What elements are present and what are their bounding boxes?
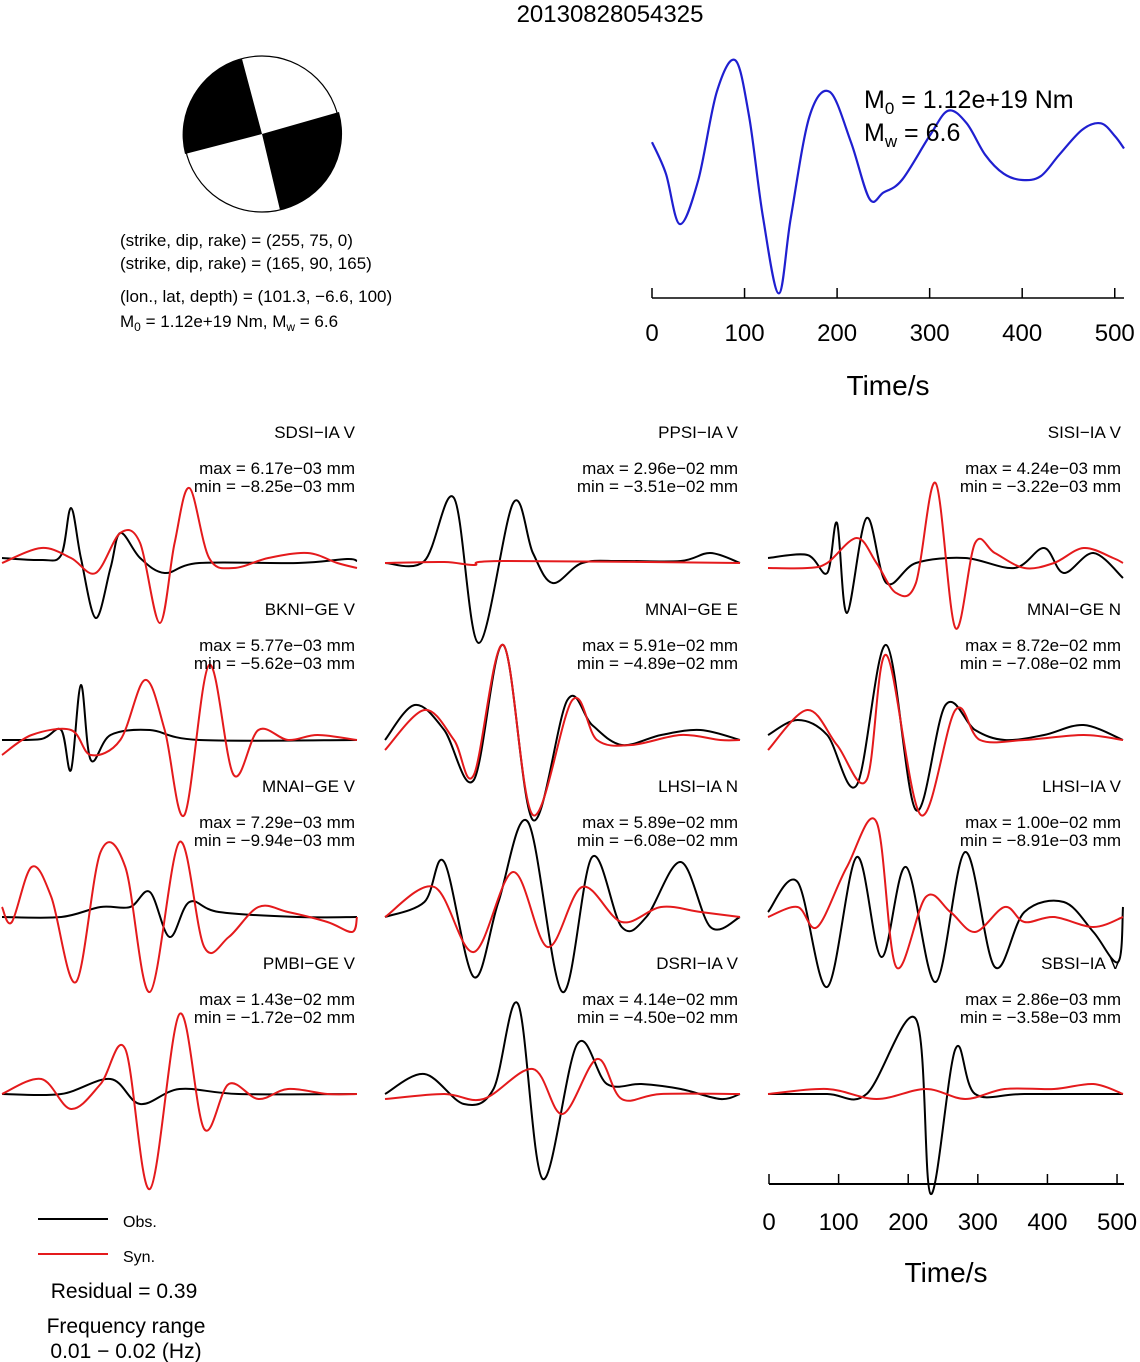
legend-obs-label: Obs. xyxy=(123,1214,157,1231)
station-min-amplitude: min = −4.50e−02 mm xyxy=(576,1008,738,1027)
station-panel-11 xyxy=(768,954,1123,1194)
station-min-amplitude: min = −5.62e−03 mm xyxy=(193,654,355,673)
stf-x-tick-label-1: 100 xyxy=(724,320,765,347)
station-max-amplitude: max = 1.00e−02 mm xyxy=(965,813,1121,832)
station-max-amplitude: max = 6.17e−03 mm xyxy=(199,459,355,478)
stf-x-tick-label-2: 200 xyxy=(817,320,858,347)
station-name: SISI−IA V xyxy=(1047,423,1121,442)
station-name: BKNI−GE V xyxy=(264,600,355,619)
beachball-black-quadrant-upper-left xyxy=(183,59,262,154)
station-panel-0 xyxy=(2,423,357,623)
station-min-amplitude: min = −4.89e−02 mm xyxy=(576,654,738,673)
station-max-amplitude: max = 2.86e−03 mm xyxy=(965,990,1121,1009)
station-min-amplitude: min = −8.91e−03 mm xyxy=(959,831,1121,850)
station-name: PMBI−GE V xyxy=(262,954,355,973)
stf-mw-label: $M_w = 6.6$ xyxy=(864,119,961,151)
legend-syn-label: Syn. xyxy=(123,1249,156,1266)
nodal-plane-1-text: (strike, dip, rake) = (255, 75, 0) xyxy=(120,231,353,250)
waveform-x-tick-label-0: 0 xyxy=(762,1209,776,1236)
waveform-x-tick-label-5: 500 xyxy=(1097,1209,1138,1236)
station-max-amplitude: max = 1.43e−02 mm xyxy=(199,990,355,1009)
station-min-amplitude: min = −6.08e−02 mm xyxy=(576,831,738,850)
legend xyxy=(38,1214,205,1362)
station-max-amplitude: max = 5.91e−02 mm xyxy=(582,636,738,655)
station-min-amplitude: min = −3.51e−02 mm xyxy=(576,477,738,496)
station-name: PPSI−IA V xyxy=(658,423,738,442)
waveform-x-tick-label-2: 200 xyxy=(888,1209,929,1236)
frequency-range-value: 0.01 − 0.02 (Hz) xyxy=(50,1340,202,1362)
station-max-amplitude: max = 8.72e−02 mm xyxy=(965,636,1121,655)
stf-m0-label: $M_0 = 1.12e+19$ Nm xyxy=(864,86,1074,118)
waveform-time-axis xyxy=(762,1174,1137,1288)
station-name: LHSI−IA V xyxy=(1042,777,1121,796)
synthetic-waveform xyxy=(2,1013,357,1189)
focal-mechanism-beachball xyxy=(183,56,342,212)
station-name: LHSI−IA N xyxy=(658,777,738,796)
waveform-x-axis-label: Time/s xyxy=(904,1257,988,1288)
synthetic-waveform xyxy=(385,872,740,952)
station-name: SDSI−IA V xyxy=(274,423,355,442)
synthetic-waveform xyxy=(385,561,740,565)
stf-x-tick-label-4: 400 xyxy=(1002,320,1043,347)
focal-parameters xyxy=(120,231,392,334)
station-min-amplitude: min = −3.58e−03 mm xyxy=(959,1008,1121,1027)
synthetic-waveform xyxy=(768,1084,1123,1099)
station-panel-2 xyxy=(768,423,1123,629)
frequency-range-title: Frequency range xyxy=(46,1315,206,1338)
stf-x-tick-label-5: 500 xyxy=(1094,320,1135,347)
station-panel-9 xyxy=(2,954,357,1189)
stf-x-ticks xyxy=(645,288,1134,347)
station-panel-10 xyxy=(385,954,740,1179)
nodal-plane-2-text: (strike, dip, rake) = (165, 90, 165) xyxy=(120,254,372,273)
observed-waveform xyxy=(768,1017,1123,1194)
source-time-function-panel xyxy=(645,60,1134,401)
hypocenter-text: (lon., lat, depth) = (101.3, −6.6, 100) xyxy=(120,287,393,306)
station-max-amplitude: max = 2.96e−02 mm xyxy=(582,459,738,478)
residual-text: Residual = 0.39 xyxy=(50,1280,198,1303)
waveform-x-tick-label-1: 100 xyxy=(818,1209,859,1236)
waveform-comparison-grid xyxy=(2,423,1123,1194)
station-name: MNAI−GE E xyxy=(644,600,738,619)
station-max-amplitude: max = 7.29e−03 mm xyxy=(199,813,355,832)
observed-waveform xyxy=(2,685,357,771)
station-max-amplitude: max = 5.89e−02 mm xyxy=(582,813,738,832)
observed-waveform xyxy=(385,496,740,643)
station-min-amplitude: min = −9.94e−03 mm xyxy=(193,831,355,850)
event-id-title: 20130828054325 xyxy=(516,1,704,28)
station-min-amplitude: min = −1.72e−02 mm xyxy=(193,1008,355,1027)
station-name: SBSI−IA V xyxy=(1041,954,1121,973)
station-max-amplitude: max = 4.14e−02 mm xyxy=(582,990,738,1009)
stf-x-tick-label-0: 0 xyxy=(645,320,659,347)
waveform-x-tick-label-4: 400 xyxy=(1027,1209,1068,1236)
station-min-amplitude: min = −7.08e−02 mm xyxy=(959,654,1121,673)
station-min-amplitude: min = −3.22e−03 mm xyxy=(959,477,1121,496)
stf-x-tick-label-3: 300 xyxy=(909,320,950,347)
station-name: DSRI−IA V xyxy=(656,954,738,973)
waveform-x-tick-label-3: 300 xyxy=(957,1209,998,1236)
station-min-amplitude: min = −8.25e−03 mm xyxy=(193,477,355,496)
station-max-amplitude: max = 5.77e−03 mm xyxy=(199,636,355,655)
moment-magnitude-text: $M_0 = 1.12e+19$ Nm, $M_w = 6.6$ xyxy=(120,312,339,334)
station-max-amplitude: max = 4.24e−03 mm xyxy=(965,459,1121,478)
observed-waveform xyxy=(385,1002,740,1179)
beachball-black-quadrant-lower-right xyxy=(262,112,342,210)
stf-x-axis-label: Time/s xyxy=(846,370,930,401)
station-name: MNAI−GE N xyxy=(1027,600,1121,619)
station-name: MNAI−GE V xyxy=(261,777,355,796)
